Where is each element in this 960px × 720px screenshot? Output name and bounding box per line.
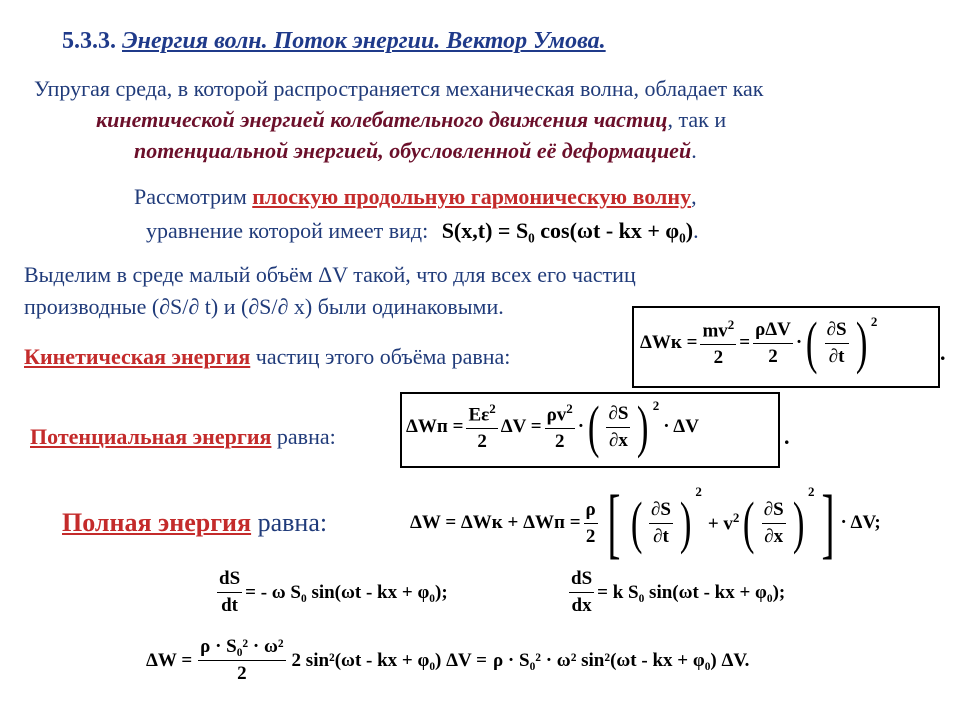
final-middle: 2 sin²(ωt - kx + φ₀) ΔV = bbox=[291, 649, 487, 671]
ds-dx-derivative bbox=[566, 568, 785, 617]
right-paren: ) bbox=[855, 310, 868, 375]
final-lhs: ΔW = bbox=[146, 649, 193, 671]
dx-denominator: ∂x bbox=[608, 429, 628, 451]
intro-line-1: Упругая среда, в которой распространяется механическая волна, обладает как bbox=[34, 76, 764, 101]
mv-text: mv bbox=[702, 320, 728, 342]
rho-denominator: 2 bbox=[585, 525, 596, 547]
v-square: 2 bbox=[732, 510, 740, 526]
dx-square: 2 bbox=[808, 484, 815, 499]
ds-dx-rhs: = k S₀ sin(ωt - kx + φ₀); bbox=[597, 581, 786, 603]
consider-line bbox=[134, 184, 697, 210]
dt-denominator: ∂t bbox=[653, 525, 669, 547]
kinetic-dot: · bbox=[795, 332, 803, 353]
kinetic-energy-formula-box bbox=[632, 306, 940, 388]
eps-square: 2 bbox=[489, 400, 496, 416]
ds-numerator: ∂S bbox=[649, 499, 673, 524]
kinetic-square: 2 bbox=[870, 314, 878, 329]
left-paren: ( bbox=[630, 490, 643, 555]
ds-dt-rhs: = - ω S₀ sin(ωt - kx + φ₀); bbox=[245, 581, 448, 603]
ds-dx-frac bbox=[569, 568, 594, 617]
intro-line-3 bbox=[134, 138, 697, 164]
ds-dx-fraction bbox=[606, 403, 630, 452]
dx-denominator: ∂x bbox=[764, 525, 784, 547]
consider-lead: Рассмотрим bbox=[134, 184, 253, 209]
intro-line-2 bbox=[96, 107, 726, 133]
dx-text: dx bbox=[571, 595, 592, 616]
total-ds-dx bbox=[762, 499, 786, 548]
potential-lhs: ΔWп = bbox=[406, 416, 464, 437]
intro-line-3-tail: . bbox=[691, 138, 697, 163]
kinetic-energy-formula bbox=[640, 310, 878, 375]
section-number: 5.3.3. bbox=[62, 28, 116, 54]
potential-energy-label: Потенциальная энергия bbox=[30, 424, 272, 449]
ds-dt-fraction bbox=[825, 319, 849, 368]
kinetic-equals: = bbox=[739, 332, 751, 353]
left-paren: ( bbox=[743, 490, 755, 555]
final-energy-formula bbox=[146, 636, 749, 685]
potential-energy-tail: равна: bbox=[271, 424, 336, 449]
ds-text: dS bbox=[569, 568, 594, 593]
wave-equation-end: . bbox=[693, 218, 699, 243]
rho-v-denominator: 2 bbox=[554, 431, 565, 453]
final-rhs: ρ · S₀² · ω² sin²(ωt - kx + φ₀) ΔV. bbox=[493, 649, 750, 671]
kinetic-energy-line bbox=[24, 344, 510, 370]
rho-dv-denominator: 2 bbox=[768, 345, 778, 367]
rho-dv-text: ρΔV bbox=[753, 319, 793, 344]
mv-denominator: 2 bbox=[713, 347, 724, 369]
kinetic-phrase: кинетической энергией колебательного движения частиц bbox=[96, 107, 668, 132]
total-energy-label: Полная энергия bbox=[62, 508, 252, 537]
left-paren: ( bbox=[806, 310, 818, 375]
eps-denominator: 2 bbox=[477, 431, 487, 453]
ds-dt-derivative bbox=[214, 568, 448, 617]
ds-numerator: ∂S bbox=[762, 499, 786, 524]
total-energy-tail: равна: bbox=[251, 508, 328, 537]
potential-dv-end: · ΔV bbox=[663, 416, 699, 437]
kinetic-formula-end: . bbox=[940, 340, 946, 365]
potential-dv: ΔV = bbox=[500, 416, 542, 437]
total-energy-line bbox=[62, 508, 327, 538]
plus-v: + v bbox=[707, 513, 733, 535]
eps-text: Eε bbox=[468, 404, 490, 426]
left-paren: ( bbox=[587, 394, 600, 459]
potential-square: 2 bbox=[652, 398, 660, 413]
right-paren: ) bbox=[637, 394, 649, 459]
ds-numerator: ∂S bbox=[825, 319, 849, 344]
mv-square: 2 bbox=[727, 316, 735, 332]
potential-energy-formula-box bbox=[400, 392, 780, 468]
volume-line-1: Выделим в среде малый объём ΔV такой, что для всех его частиц bbox=[24, 262, 636, 287]
mv2-over-2 bbox=[700, 317, 736, 369]
total-ds-dt bbox=[649, 499, 673, 548]
potential-energy-line bbox=[30, 424, 336, 450]
left-bracket: [ bbox=[607, 479, 621, 566]
total-lhs: ΔW = ΔWк + ΔWп = bbox=[410, 512, 581, 533]
intro-line-2-tail: , так и bbox=[667, 107, 727, 132]
ds-text: dS bbox=[217, 568, 242, 593]
kinetic-lhs: ΔWк = bbox=[640, 332, 698, 353]
section-heading: Энергия волн. Поток энергии. Вектор Умова. bbox=[122, 28, 606, 54]
total-energy-formula bbox=[410, 479, 881, 566]
dt-text: dt bbox=[221, 595, 239, 616]
kinetic-energy-tail: частиц этого объёма равна: bbox=[250, 344, 511, 369]
ds-dt-frac bbox=[217, 568, 242, 617]
potential-formula-end: . bbox=[784, 424, 790, 449]
final-numerator: ρ · S₀² · ω² bbox=[198, 636, 285, 661]
rho-v-text: ρv bbox=[546, 404, 567, 426]
final-fraction bbox=[198, 636, 285, 685]
right-paren: ) bbox=[792, 490, 805, 555]
right-paren: ) bbox=[679, 490, 692, 555]
plane-wave-link: плоскую продольную гармоническую волну bbox=[252, 184, 692, 209]
potential-phrase: потенциальной энергией, обусловленной её деформацией bbox=[134, 138, 692, 163]
wave-equation-line bbox=[146, 218, 699, 244]
eps2-over-2 bbox=[466, 401, 497, 453]
volume-line-2: производные (∂S/∂ t) и (∂S/∂ x) были одинаковыми. bbox=[24, 294, 504, 319]
rho-dv-over-2 bbox=[753, 319, 793, 368]
rho-v2-over-2 bbox=[545, 401, 575, 453]
kinetic-energy-label: Кинетическая энергия bbox=[24, 344, 251, 369]
rho-v-square: 2 bbox=[566, 400, 573, 416]
section-title bbox=[62, 28, 606, 55]
total-end: · ΔV; bbox=[840, 512, 881, 533]
ds-numerator: ∂S bbox=[606, 403, 630, 428]
right-bracket: ] bbox=[821, 479, 835, 566]
potential-energy-formula bbox=[406, 394, 699, 459]
potential-dot: · bbox=[577, 416, 585, 437]
wave-equation-lead: уравнение которой имеет вид: bbox=[146, 218, 429, 243]
rho-over-2 bbox=[584, 499, 598, 548]
wave-equation: S(x,t) = S₀ cos(ωt - kx + φ₀) bbox=[441, 218, 694, 243]
dt-denominator: ∂t bbox=[828, 345, 845, 367]
rho-text: ρ bbox=[584, 499, 598, 524]
consider-tail: , bbox=[691, 184, 697, 209]
final-denominator: 2 bbox=[237, 663, 247, 684]
dt-square: 2 bbox=[695, 484, 702, 499]
